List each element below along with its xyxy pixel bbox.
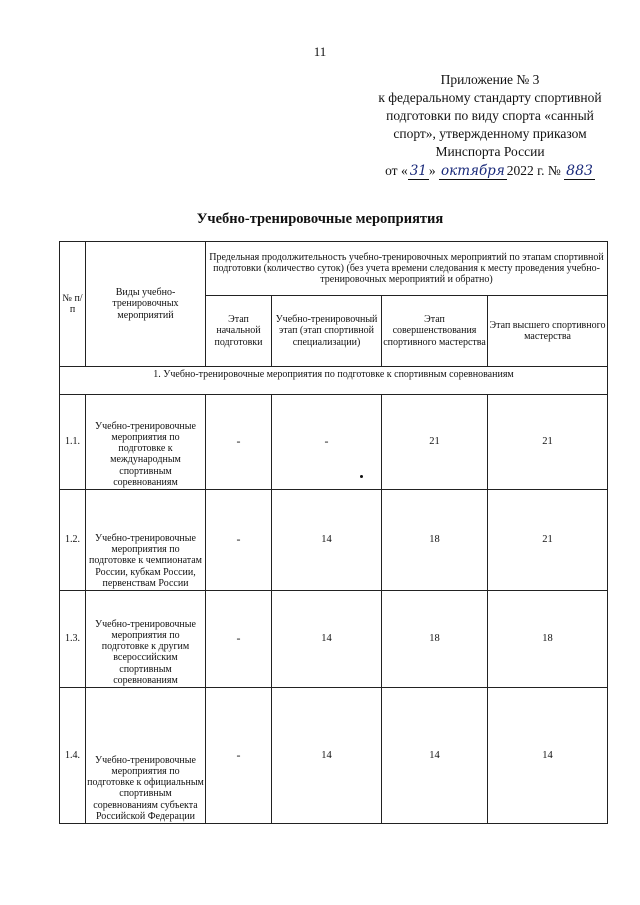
header-stage-initial: Этап начальной подготовки (206, 296, 272, 367)
appendix-line: Приложение № 3 (440, 72, 540, 87)
value-improvement: 18 (382, 591, 488, 688)
scan-speck (360, 475, 363, 478)
appendix-header (350, 71, 630, 180)
appendix-line: подготовки по виду спорта «санный (386, 108, 594, 123)
value-improvement: 14 (382, 688, 488, 824)
appendix-line: спорт», утвержденному приказом (393, 126, 587, 141)
section-title: 1. Учебно-тренировочные мероприятия по подготовке к спортивным соревнованиям (60, 367, 608, 395)
row-activity: Учебно-тренировочные мероприятия по подготовке к международным спортивным соревнованиям (86, 395, 206, 490)
page-number: 11 (313, 44, 327, 59)
value-improvement: 18 (382, 490, 488, 591)
row-activity: Учебно-тренировочные мероприятия по подготовке к другим всероссийским спортивным соревнованиям (86, 591, 206, 688)
date-prefix: от « (385, 163, 408, 178)
page-title: Учебно-тренировочные мероприятия (196, 211, 444, 227)
header-num: № п/п (60, 242, 86, 367)
header-activity: Виды учебно-тренировочных мероприятий (86, 242, 206, 367)
handwritten-order-number: 883 (566, 163, 593, 179)
value-initial: - (206, 395, 272, 490)
value-initial: - (206, 688, 272, 824)
row-number: 1.1. (60, 395, 86, 490)
value-higher: 18 (488, 591, 608, 688)
row-activity: Учебно-тренировочные мероприятия по подготовке к официальным спортивным соревнованиям субъекта Российской Федерации (86, 688, 206, 824)
row-number: 1.2. (60, 490, 86, 591)
table-row (60, 591, 608, 688)
row-number: 1.4. (60, 688, 86, 824)
row-number: 1.3. (60, 591, 86, 688)
table-row (60, 688, 608, 824)
table-row (60, 490, 608, 591)
value-initial: - (206, 490, 272, 591)
header-stage-improvement: Этап совершенствования спортивного мастерства (382, 296, 488, 367)
handwritten-month: октября (441, 163, 505, 179)
appendix-date-line (350, 162, 630, 180)
value-higher: 14 (488, 688, 608, 824)
section-row (60, 367, 608, 395)
header-row (60, 242, 608, 296)
appendix-line: к федеральному стандарту спортивной (378, 90, 602, 105)
value-training: 14 (272, 490, 382, 591)
value-training: 14 (272, 591, 382, 688)
date-mid: » (428, 163, 436, 178)
header-stage-training: Учебно-тренировочный этап (этап спортивной специализации) (272, 296, 382, 367)
table-row (60, 395, 608, 490)
header-group: Предельная продолжительность учебно-тренировочных мероприятий по этапам спортивной подготовки (количество суток) (без учета времени следования к месту проведения учебно-тренировочных мероприятий и обратно) (206, 242, 608, 296)
header-stage-higher: Этап высшего спортивного мастерства (488, 296, 608, 367)
value-training: - (272, 395, 382, 490)
handwritten-day: 31 (409, 163, 427, 179)
date-year: 2022 г. № (506, 163, 561, 178)
value-improvement: 21 (382, 395, 488, 490)
row-activity: Учебно-тренировочные мероприятия по подготовке к чемпионатам России, кубкам России, первенствам России (86, 490, 206, 591)
training-events-table (59, 241, 608, 824)
value-training: 14 (272, 688, 382, 824)
value-higher: 21 (488, 490, 608, 591)
value-higher: 21 (488, 395, 608, 490)
appendix-line: Минспорта России (435, 144, 545, 159)
value-initial: - (206, 591, 272, 688)
